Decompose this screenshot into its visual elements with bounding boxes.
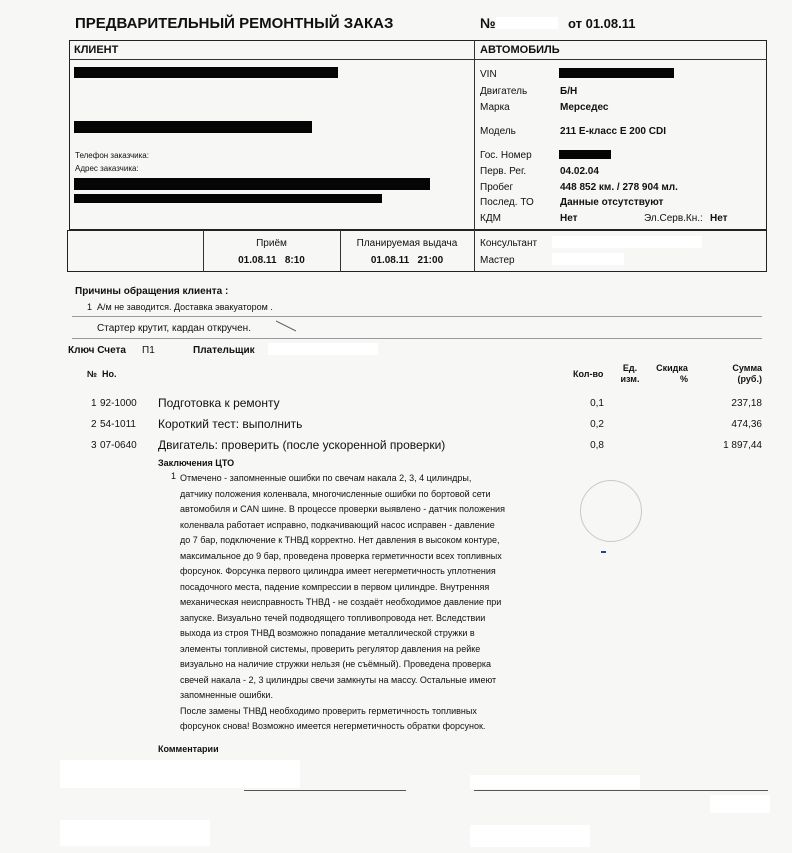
- order-date: от 01.08.11: [568, 16, 636, 31]
- conclusion-line: максимальное до 9 бар, проведена проверка герметичности всех топливных: [180, 550, 502, 561]
- client-heading: КЛИЕНТ: [74, 44, 119, 56]
- planned-value: 01.08.11 21:00: [370, 255, 444, 266]
- engine-value: Б/Н: [560, 86, 578, 97]
- col-sum-header-line2: (руб.): [737, 374, 762, 384]
- master-label: Мастер: [480, 255, 515, 266]
- pen-mark: [274, 318, 298, 334]
- row-code: 92-1000: [100, 398, 137, 409]
- col-unit-header-line2: изм.: [620, 374, 640, 384]
- col-discount-header-line2: %: [679, 374, 688, 384]
- conclusion-line: запуске. Визуально течей подводящего топливопровода нет. Вследствии: [180, 612, 486, 623]
- reception-label: Приём: [256, 238, 287, 249]
- row-code: 54-1011: [100, 419, 136, 430]
- conclusion-line: свечей накала - 2, 3 цилиндры свечи замкнуты на массу. Остальные имеют: [180, 674, 497, 685]
- row-qty: 0,2: [590, 419, 604, 430]
- reason-underline: [72, 316, 762, 317]
- col-unit-header: [613, 363, 647, 385]
- col-discount-header: [650, 363, 694, 385]
- reception-value: 01.08.11 8:10: [238, 255, 305, 266]
- redacted-client-info: [74, 121, 312, 133]
- ink-mark: [601, 551, 606, 553]
- conclusion-line: автомобиля и CAN шине. В процессе проверки выявлено - датчик положения: [180, 504, 505, 514]
- order-number-label: №: [480, 15, 496, 31]
- mileage-label: Пробег: [480, 182, 514, 193]
- redacted-signature-5: [470, 825, 590, 847]
- plate-label: Гос. Номер: [480, 150, 532, 161]
- conclusion-line: датчику положения коленвала, многочисленные ошибки по бортовой сети: [180, 488, 491, 499]
- billing-key-label: Ключ Счета: [68, 345, 126, 356]
- row-num: 2: [91, 419, 97, 430]
- col-discount-header-line1: Скидка: [656, 363, 688, 373]
- make-label: Марка: [480, 102, 510, 113]
- service-card-value: Нет: [710, 213, 728, 224]
- conclusion-line: Отмечено - запомненные ошибки по свечам накала 2, 3, 4 цилиндры,: [180, 473, 472, 483]
- consultant-label: Консультант: [480, 238, 538, 249]
- redacted-client-name: [74, 67, 338, 78]
- first-reg-label: Перв. Рег.: [480, 166, 527, 177]
- kdm-value: Нет: [560, 213, 578, 224]
- redacted-payer: [268, 343, 378, 355]
- mileage-value: 448 852 км. / 278 904 мл.: [560, 182, 678, 193]
- faint-stamp-circle: [580, 480, 642, 542]
- make-value: Мерседес: [560, 102, 609, 113]
- document-title: ПРЕДВАРИТЕЛЬНЫЙ РЕМОНТНЫЙ ЗАКАЗ: [75, 15, 394, 32]
- row-qty: 0,1: [590, 398, 604, 409]
- last-service-label: Послед. ТО: [480, 197, 534, 208]
- conclusion-heading: Заключения ЦТО: [158, 458, 235, 468]
- signature-line-right: [474, 790, 768, 791]
- row-num: 3: [91, 440, 97, 451]
- col-sum-header: [716, 363, 762, 385]
- payer-label: Плательщик: [193, 345, 255, 356]
- conclusion-line: до 7 бар, подключение к ТНВД корректно. Нет давления в высоком контуре,: [180, 535, 500, 545]
- redacted-signature-2: [470, 775, 640, 789]
- address-label: Адрес заказчика:: [75, 164, 139, 173]
- conclusion-line: форсунок снова! Возможно имеется негерметичность обратки форсунок.: [180, 721, 486, 731]
- redacted-signature-3: [710, 795, 770, 813]
- row-desc: Двигатель: проверить (после ускоренной проверки): [158, 438, 446, 452]
- conclusion-text: [180, 471, 520, 735]
- reason-num: 1: [87, 302, 93, 312]
- conclusion-line: визуально на наличие стружки нельзя (не съёмный). Проведена проверка: [180, 659, 492, 669]
- col-sum-header-line1: Сумма: [732, 363, 762, 373]
- row-qty: 0,8: [590, 440, 604, 451]
- schedule-divider-3: [474, 230, 475, 272]
- row-desc: Короткий тест: выполнить: [158, 417, 303, 431]
- reason-text: А/м не заводится. Доставка эвакуатором .: [97, 302, 273, 312]
- row-code: 07-0640: [100, 440, 137, 451]
- model-label: Модель: [480, 126, 516, 137]
- row-sum: 1 897,44: [723, 440, 762, 451]
- col-num-header: № Но.: [87, 369, 117, 379]
- engine-label: Двигатель: [480, 86, 528, 97]
- conclusion-num: 1: [171, 471, 177, 481]
- row-sum: 237,18: [731, 398, 762, 409]
- client-vehicle-divider: [474, 40, 475, 230]
- phone-label: Телефон заказчика:: [75, 151, 149, 160]
- reason-note: Стартер крутит, кардан откручен.: [97, 323, 251, 334]
- redacted-signature-1: [60, 760, 300, 788]
- planned-label: Планируемая выдача: [356, 238, 458, 249]
- redacted-client-address-2: [74, 194, 382, 203]
- signature-line-left: [244, 790, 406, 791]
- col-unit-header-line1: Ед.: [622, 363, 638, 373]
- conclusion-line: элементы топливной системы, проверить регулятор давления на рейке: [180, 643, 481, 654]
- col-qty-header: Кол-во: [573, 369, 604, 379]
- conclusion-line: форсунок. Форсунка первого цилиндра имеет негерметичность уплотнения: [180, 566, 496, 576]
- row-num: 1: [91, 398, 97, 409]
- conclusion-line: выхода из строя ТНВД возможно попадание металлической стружки в: [180, 628, 475, 638]
- conclusion-line: коленвала работает исправно, подкачивающий насос исправен - давление: [180, 519, 495, 530]
- header-row-divider: [69, 59, 767, 60]
- conclusion-line: механическая неисправность ТНВД - не создаёт необходимое давление при: [180, 597, 502, 607]
- redacted-plate: [559, 150, 611, 159]
- redacted-order-number: [496, 17, 558, 29]
- vin-label: VIN: [480, 69, 497, 80]
- conclusion-line: запомненные ошибки.: [180, 690, 273, 700]
- vehicle-heading: АВТОМОБИЛЬ: [480, 44, 560, 56]
- row-sum: 474,36: [731, 419, 762, 430]
- service-card-label: Эл.Серв.Кн.:: [644, 213, 703, 224]
- kdm-label: КДМ: [480, 213, 501, 224]
- model-value: 211 E-класс E 200 CDI: [560, 126, 666, 137]
- last-service-value: Данные отсутствуют: [560, 197, 664, 208]
- conclusion-line: После замены ТНВД необходимо проверить герметичность топливных: [180, 705, 477, 716]
- first-reg-value: 04.02.04: [560, 166, 599, 177]
- redacted-vin: [559, 68, 674, 78]
- conclusion-line: посадочного места, падение компрессии в первом цилиндре. Внутренняя: [180, 581, 490, 592]
- billing-key-value: П1: [142, 345, 155, 356]
- redacted-client-address: [74, 178, 430, 190]
- redacted-signature-4: [60, 820, 210, 846]
- row-desc: Подготовка к ремонту: [158, 396, 280, 410]
- comments-heading: Комментарии: [158, 744, 219, 754]
- reasons-heading: Причины обращения клиента :: [75, 286, 229, 297]
- redacted-consultant: [552, 236, 702, 248]
- reason-note-underline: [72, 338, 762, 339]
- redacted-master: [552, 253, 624, 265]
